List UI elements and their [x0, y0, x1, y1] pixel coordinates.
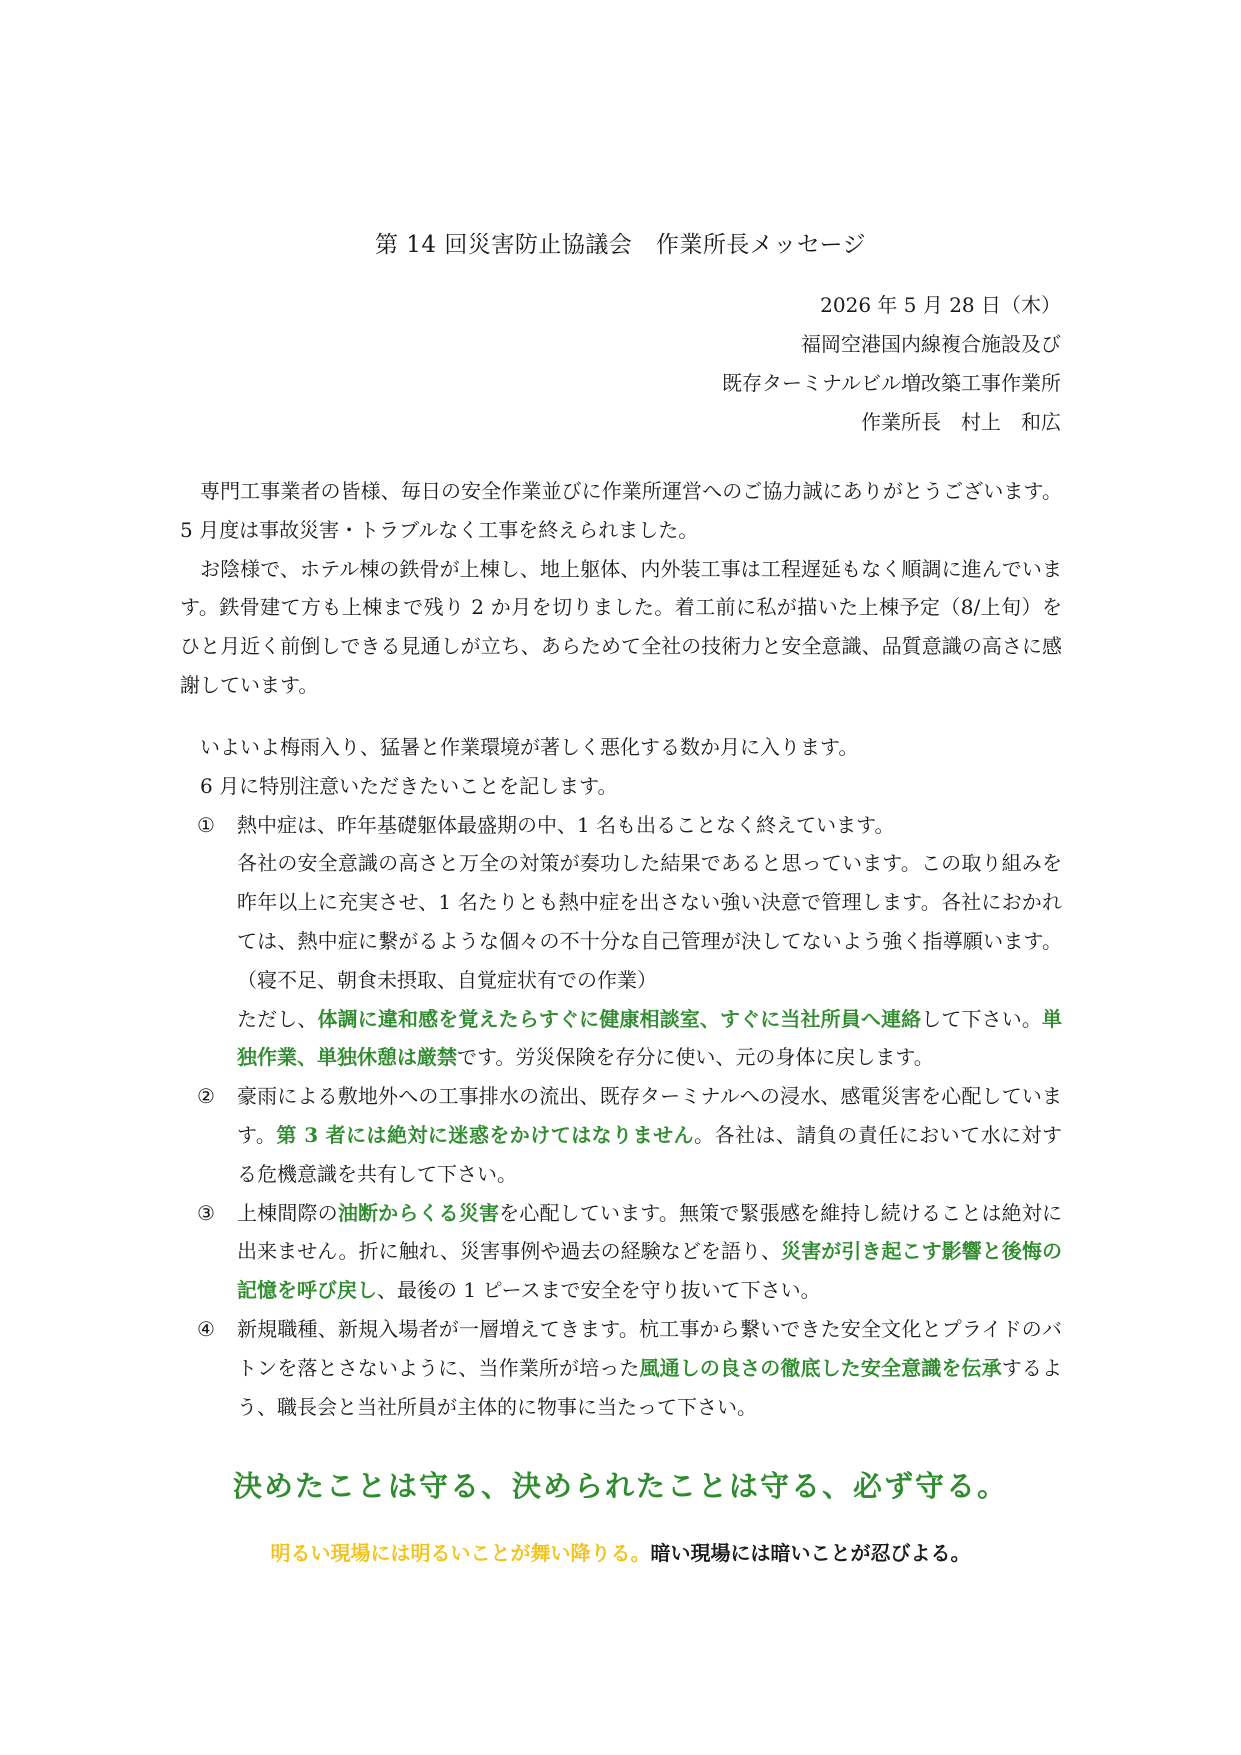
intro-paragraph-1: 専門工事業者の皆様、毎日の安全作業並びに作業所運営へのご協力誠にありがとうございます。5 月度は事故災害・トラブルなく工事を終えられました。 — [180, 479, 1062, 542]
highlight-text: 災害が引き起こす影響と後悔の記憶を呼び戻し — [237, 1239, 1062, 1303]
list-item-4 — [180, 1310, 1062, 1426]
signer-line: 作業所長 村上 和広 — [861, 410, 1061, 434]
list-item-1-body: 各社の安全意識の高さと万全の対策が奏功した結果であると思っています。この取り組みを昨年以上に充実させ、1 名たりとも熱中症を出さない強い決意で管理します。各社におかれては、熱中症に繋がるような個々の不十分な自己管理が決してないよう強く指導願います。（寝不足、朝食未摂取、自覚症状有での作業） — [237, 851, 1062, 992]
highlight-text: 体調に違和感を覚えたらすぐに健康相談室、すぐに当社所員へ連絡 — [317, 1006, 922, 1031]
notes-line-2: 6 月に特別注意いただきたいことを記します。 — [200, 773, 618, 798]
notes-section — [180, 728, 1062, 1426]
notes-line-1: いよいよ梅雨入り、猛暑と作業環境が著しく悪化する数か月に入ります。 — [200, 735, 859, 759]
highlight-text: 単独作業、単独休憩は厳禁 — [237, 1006, 1062, 1070]
sub-motto-dark: 暗い現場には暗いことが忍びよる。 — [650, 1541, 971, 1565]
list-item-3-body: 上棟間際の油断からくる災害を心配しています。無策で緊張感を維持し続けることは絶対に出来ません。折に触れ、災害事例や過去の経験などを語り、災害が引き起こす影響と後悔の記憶を呼び戻し、最後の 1 ピースまで安全を守り抜いて下さい。 — [237, 1200, 1063, 1303]
org-line-1: 福岡空港国内線複合施設及び — [801, 332, 1061, 356]
date-line: 2026 年 5 月 28 日（木） — [820, 293, 1061, 317]
intro-section — [180, 472, 1062, 705]
document-title: 第 14 回災害防止協議会 作業所長メッセージ — [374, 232, 866, 258]
list-item-2 — [180, 1077, 1062, 1193]
header-block — [722, 286, 1061, 442]
list-number: ③ — [197, 1200, 215, 1225]
list-item-1-line-1: 熱中症は、昨年基礎躯体最盛期の中、1 名も出ることなく終えています。 — [237, 812, 895, 837]
highlight-text: 風通しの良さの徹底した安全意識を伝承 — [639, 1355, 1002, 1380]
list-item-1-caution: ただし、体調に違和感を覚えたらすぐに健康相談室、すぐに当社所員へ連絡して下さい。単独作業、単独休憩は厳禁です。労災保険を存分に使い、元の身体に戻します。 — [237, 1006, 1062, 1070]
list-item-2-body: 豪雨による敷地外への工事排水の流出、既存ターミナルへの浸水、感電災害を心配しています。第 3 者には絶対に迷惑をかけてはなりません。各社は、請負の責任において水に対する危機意識を共有して下さい。 — [237, 1084, 1062, 1186]
list-item-3 — [180, 1194, 1062, 1310]
list-number: ① — [197, 812, 215, 837]
motto: 決めたことは守る、決められたことは守る、必ず守る。 — [232, 1469, 1008, 1503]
list-item-1 — [180, 806, 1062, 1078]
org-line-2: 既存ターミナルビル増改築工事作業所 — [722, 371, 1061, 395]
intro-paragraph-2: お陰様で、ホテル棟の鉄骨が上棟し、地上躯体、内外装工事は工程遅延もなく順調に進んでいます。鉄骨建て方も上棟まで残り 2 か月を切りました。着工前に私が描いた上棟予定（8/上旬）をひと月近く前倒しできる見通しが立ち、あらためて全社の技術力と安全意識、品質意識の高さに感謝しています。 — [180, 556, 1062, 697]
list-item-4-body: 新規職種、新規入場者が一層増えてきます。杭工事から繋いできた安全文化とプライドのバトンを落とさないように、当作業所が培った風通しの良さの徹底した安全意識を伝承するよう、職長会と当社所員が主体的に物事に当たって下さい。 — [237, 1316, 1062, 1419]
sub-motto-bright: 明るい現場には明るいことが舞い降りる。 — [270, 1541, 651, 1565]
highlight-text: 第 3 者には絶対に迷惑をかけてはなりません — [276, 1122, 695, 1147]
highlight-text: 油断からくる災害 — [337, 1200, 500, 1225]
list-number: ④ — [197, 1316, 215, 1341]
list-number: ② — [197, 1084, 215, 1109]
sub-motto — [0, 1538, 1241, 1568]
